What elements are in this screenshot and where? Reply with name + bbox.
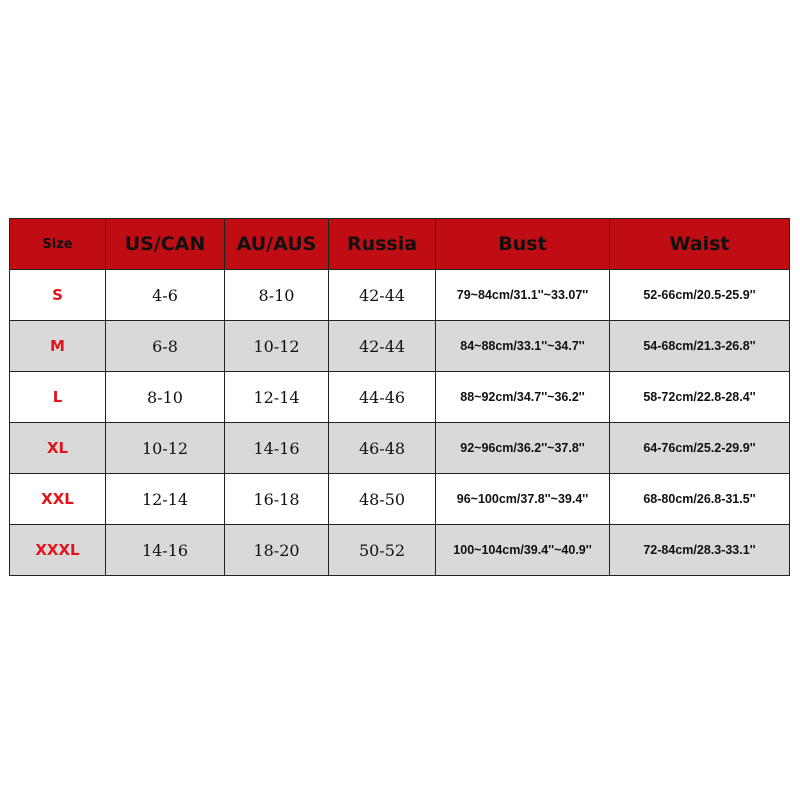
header-waist: Waist xyxy=(610,219,790,270)
table-body xyxy=(10,270,790,576)
waist-cell: 68-80cm/26.8-31.5'' xyxy=(610,474,790,525)
size-chart-table xyxy=(9,218,790,576)
size-cell: M xyxy=(10,321,106,372)
header-bust: Bust xyxy=(436,219,610,270)
header-row xyxy=(10,219,790,270)
russia-cell: 44-46 xyxy=(329,372,436,423)
bust-cell: 96~100cm/37.8''~39.4'' xyxy=(436,474,610,525)
bust-cell: 92~96cm/36.2''~37.8'' xyxy=(436,423,610,474)
au-aus-cell: 14-16 xyxy=(225,423,329,474)
header-russia: Russia xyxy=(329,219,436,270)
au-aus-cell: 18-20 xyxy=(225,525,329,576)
au-aus-cell: 8-10 xyxy=(225,270,329,321)
bust-cell: 79~84cm/31.1''~33.07'' xyxy=(436,270,610,321)
header-au-aus: AU/AUS xyxy=(225,219,329,270)
us-can-cell: 6-8 xyxy=(106,321,225,372)
table-row xyxy=(10,321,790,372)
table-row xyxy=(10,423,790,474)
waist-cell: 52-66cm/20.5-25.9'' xyxy=(610,270,790,321)
size-cell: S xyxy=(10,270,106,321)
us-can-cell: 14-16 xyxy=(106,525,225,576)
header-us-can: US/CAN xyxy=(106,219,225,270)
russia-cell: 46-48 xyxy=(329,423,436,474)
au-aus-cell: 10-12 xyxy=(225,321,329,372)
us-can-cell: 4-6 xyxy=(106,270,225,321)
size-cell: XXXL xyxy=(10,525,106,576)
russia-cell: 42-44 xyxy=(329,321,436,372)
table-header xyxy=(10,219,790,270)
russia-cell: 42-44 xyxy=(329,270,436,321)
waist-cell: 58-72cm/22.8-28.4'' xyxy=(610,372,790,423)
size-cell: XL xyxy=(10,423,106,474)
us-can-cell: 12-14 xyxy=(106,474,225,525)
russia-cell: 48-50 xyxy=(329,474,436,525)
table-row xyxy=(10,270,790,321)
table-row xyxy=(10,372,790,423)
header-size: Size xyxy=(10,219,106,270)
bust-cell: 100~104cm/39.4''~40.9'' xyxy=(436,525,610,576)
waist-cell: 72-84cm/28.3-33.1'' xyxy=(610,525,790,576)
russia-cell: 50-52 xyxy=(329,525,436,576)
size-cell: XXL xyxy=(10,474,106,525)
bust-cell: 84~88cm/33.1''~34.7'' xyxy=(436,321,610,372)
waist-cell: 64-76cm/25.2-29.9'' xyxy=(610,423,790,474)
bust-cell: 88~92cm/34.7''~36.2'' xyxy=(436,372,610,423)
au-aus-cell: 12-14 xyxy=(225,372,329,423)
us-can-cell: 10-12 xyxy=(106,423,225,474)
size-cell: L xyxy=(10,372,106,423)
table-row xyxy=(10,474,790,525)
us-can-cell: 8-10 xyxy=(106,372,225,423)
au-aus-cell: 16-18 xyxy=(225,474,329,525)
table-row xyxy=(10,525,790,576)
waist-cell: 54-68cm/21.3-26.8'' xyxy=(610,321,790,372)
